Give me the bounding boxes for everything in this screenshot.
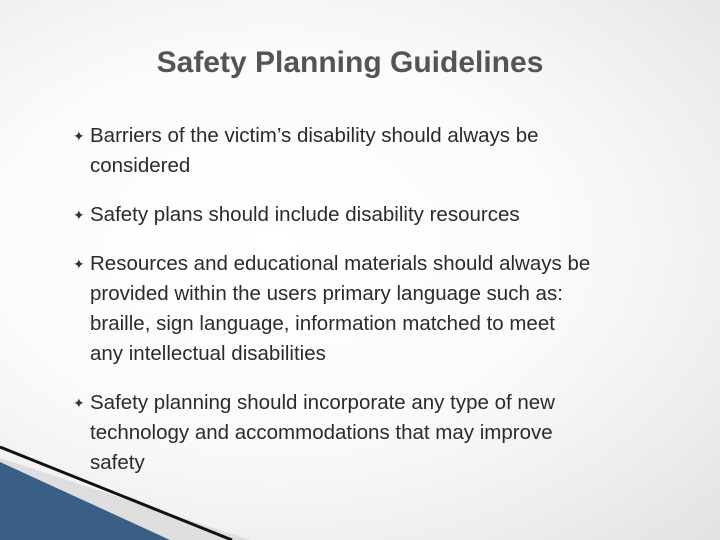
bullet-line: any intellectual disabilities (90, 342, 326, 365)
bullet-item (73, 249, 693, 369)
bullet-item (73, 388, 693, 478)
bullet-line: Safety plans should include disability resources (90, 203, 520, 226)
bullet-line: provided within the users primary language such as: (90, 282, 563, 305)
four-pointed-star-icon: ✦ (73, 207, 85, 223)
four-pointed-star-icon: ✦ (73, 395, 85, 411)
bullet-line: braille, sign language, information matched to meet (90, 312, 555, 335)
bullet-line: technology and accommodations that may improve (90, 421, 553, 444)
bullet-item (73, 121, 693, 181)
four-pointed-star-icon: ✦ (73, 256, 85, 272)
bullet-line: safety (90, 451, 145, 474)
bullet-line: Barriers of the victim’s disability should always be (90, 124, 539, 147)
bullet-line: Safety planning should incorporate any type of new (90, 391, 555, 414)
bullet-line: considered (90, 154, 191, 177)
bullet-list (73, 121, 693, 497)
bullet-item (73, 200, 693, 230)
slide-title: Safety Planning Guidelines (156, 46, 544, 79)
four-pointed-star-icon: ✦ (73, 128, 85, 144)
bullet-line: Resources and educational materials should always be (90, 252, 591, 275)
